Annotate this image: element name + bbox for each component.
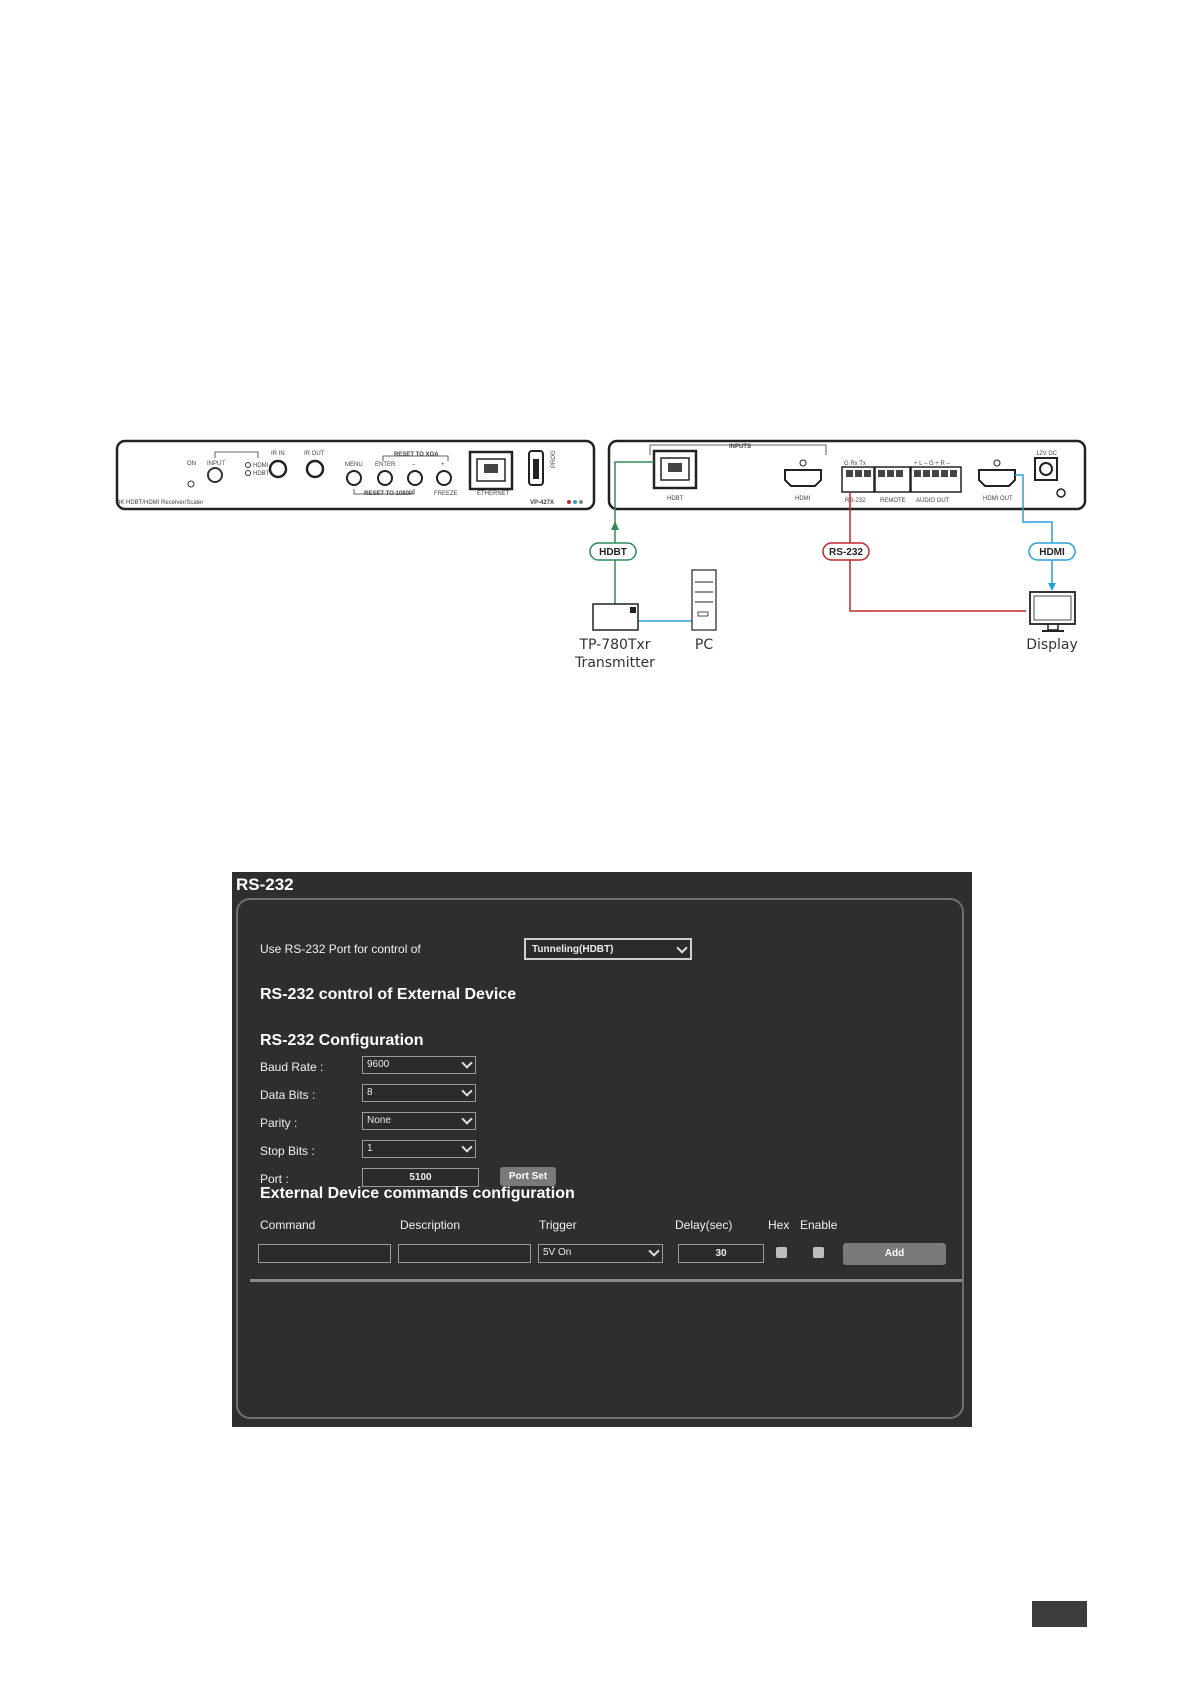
hdmi-out-label: HDMI OUT (983, 496, 1013, 502)
trigger-select[interactable] (538, 1244, 663, 1263)
connection-diagram (0, 0, 1191, 720)
divider (250, 1279, 962, 1282)
hex-checkbox[interactable] (776, 1247, 787, 1258)
transmitter-type: Transmitter (575, 655, 655, 671)
transmitter-name: TP-780Txr (579, 637, 651, 653)
settings-panel (236, 898, 964, 1419)
receiver-rear-panel (609, 441, 1085, 509)
hdmi-cable-label: HDMI (1039, 547, 1065, 558)
col-delay: Delay(sec) (675, 1218, 733, 1232)
plus-label: + (441, 462, 445, 468)
section-external-device: RS-232 control of External Device (260, 986, 517, 1003)
use-port-label: Use RS-232 Port for control of (260, 942, 421, 956)
remote-port-label: REMOTE (880, 498, 906, 504)
section-rs232-configuration: RS-232 Configuration (260, 1032, 424, 1049)
parity-label: Parity : (260, 1116, 298, 1130)
add-button[interactable]: Add (843, 1243, 946, 1265)
baud-rate-select[interactable] (362, 1056, 476, 1074)
hdbt-port-label: HDBT (667, 496, 684, 502)
rs232-settings-page (232, 872, 972, 1427)
command-input[interactable] (258, 1244, 391, 1263)
ir-out-label: IR OUT (304, 451, 325, 457)
port-set-button[interactable]: Port Set (500, 1167, 556, 1186)
chevron-down-icon (648, 1245, 659, 1256)
hdbt-led-label: HDBT (253, 471, 270, 477)
reset-xga-label: RESET TO XGA (394, 452, 439, 458)
chevron-down-icon (461, 1141, 472, 1152)
audio-out-label: AUDIO OUT (916, 498, 950, 504)
chevron-down-icon (676, 942, 687, 953)
port-label: Port : (260, 1172, 289, 1186)
col-enable: Enable (800, 1218, 838, 1232)
inputs-label: INPUTS (729, 444, 752, 450)
parity-select[interactable] (362, 1112, 476, 1130)
col-trigger: Trigger (539, 1218, 577, 1232)
rs232-port-label: RS-232 (845, 498, 866, 504)
reset-1080p-label: RESET TO 1080P (364, 491, 413, 497)
pc-cable (637, 609, 692, 621)
hdbt-cable-label: HDBT (599, 547, 627, 558)
chevron-down-icon (461, 1113, 472, 1124)
col-command: Command (260, 1218, 316, 1232)
section-commands-configuration: External Device commands configuration (260, 1185, 575, 1202)
power-label: 12V DC (1036, 451, 1058, 457)
ethernet-label: ETHERNET (477, 491, 510, 497)
delay-input[interactable]: 30 (678, 1244, 764, 1263)
baud-rate-value: 9600 (367, 1059, 390, 1070)
data-bits-label: Data Bits : (260, 1088, 316, 1102)
receiver-model: VP-427X (530, 500, 555, 506)
rs232-cable-label: RS-232 (829, 547, 863, 558)
receiver-name: 4K HDBT/HDMI Receiver/Scaler (117, 500, 204, 506)
ir-in-label: IR IN (271, 451, 285, 457)
audio-pins-label: + L – G + R – (914, 461, 950, 467)
pc-label: PC (694, 637, 714, 653)
baud-rate-label: Baud Rate : (260, 1060, 324, 1074)
page-title: RS-232 (236, 875, 294, 894)
col-hex: Hex (768, 1218, 790, 1232)
port-input[interactable]: 5100 (362, 1168, 479, 1187)
minus-label: – (412, 462, 416, 468)
receiver-front-panel (117, 441, 594, 509)
data-bits-value: 8 (367, 1087, 373, 1098)
input-label: INPUT (207, 461, 225, 467)
pc-device (692, 570, 716, 653)
use-port-value: Tunneling(HDBT) (532, 944, 614, 955)
transmitter-device (574, 604, 655, 671)
hdmi-in-label: HDMI (795, 496, 811, 502)
data-bits-select[interactable] (362, 1084, 476, 1102)
diagram-svg (0, 0, 1191, 720)
parity-value: None (367, 1115, 391, 1126)
use-port-select[interactable] (524, 938, 692, 960)
menu-label: MENU (345, 462, 363, 468)
rs232-pins-label: G Rx Tx (844, 461, 866, 467)
chevron-down-icon (461, 1057, 472, 1068)
freeze-label: FREEZE (434, 491, 458, 497)
enable-checkbox[interactable] (813, 1247, 824, 1258)
enter-label: ENTER (375, 462, 396, 468)
prog-label: PROG (551, 450, 557, 468)
col-description: Description (400, 1218, 461, 1232)
display-device (1026, 592, 1078, 653)
description-input[interactable] (398, 1244, 531, 1263)
trigger-value: 5V On (543, 1247, 572, 1258)
hdmi-led-label: HDMI (253, 463, 269, 469)
chevron-down-icon (461, 1085, 472, 1096)
stop-bits-value: 1 (367, 1143, 373, 1154)
on-label: ON (187, 461, 196, 467)
display-label: Display (1026, 637, 1078, 653)
stop-bits-label: Stop Bits : (260, 1144, 315, 1158)
page-number-badge (1032, 1601, 1087, 1627)
stop-bits-select[interactable] (362, 1140, 476, 1158)
